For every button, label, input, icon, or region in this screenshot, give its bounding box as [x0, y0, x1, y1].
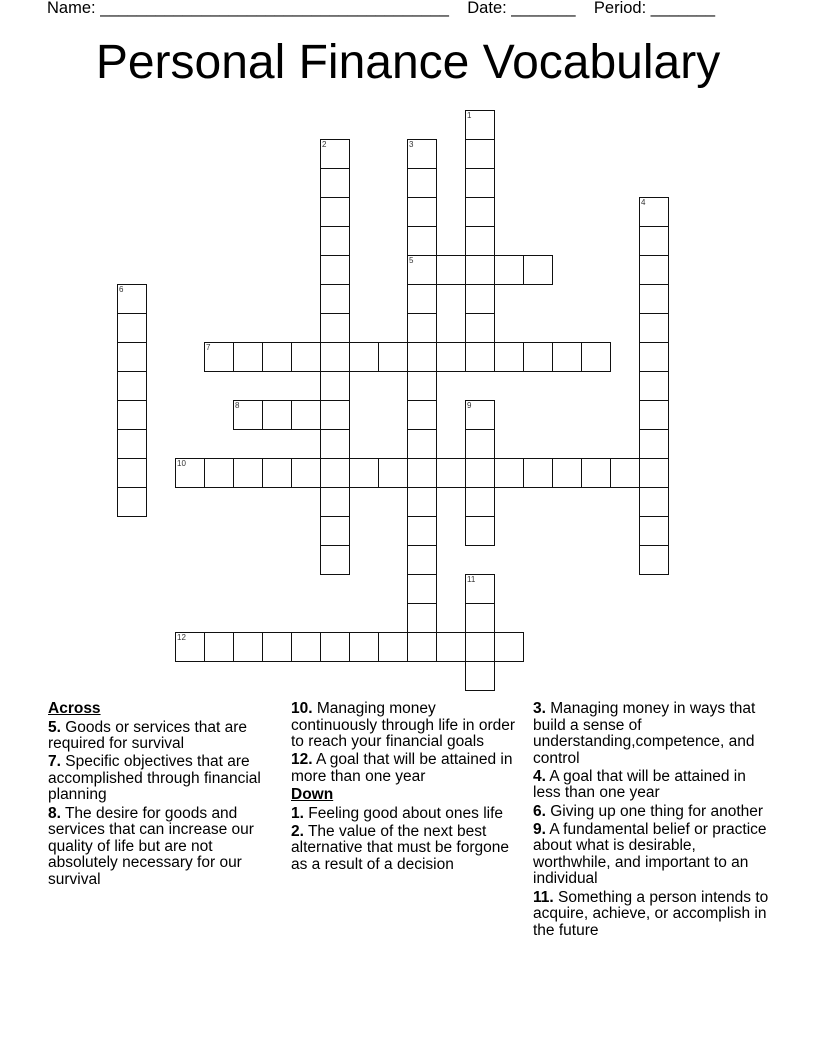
- name-blank[interactable]: ______________________________________: [100, 0, 449, 17]
- crossword-cell[interactable]: [378, 458, 408, 488]
- cell-number: 1: [467, 111, 472, 120]
- clue-down-4: [533, 769, 773, 802]
- cell-number: 5: [409, 256, 414, 265]
- crossword-cell[interactable]: [204, 458, 234, 488]
- crossword-cell[interactable]: [117, 313, 147, 343]
- clue-down-1: [291, 806, 526, 823]
- clue-across-5: [48, 720, 283, 753]
- crossword-cell[interactable]: [552, 458, 582, 488]
- crossword-cell[interactable]: [494, 458, 524, 488]
- crossword-cell[interactable]: [465, 458, 495, 488]
- cell-number: 4: [641, 198, 646, 207]
- period-label: Period:: [593, 0, 647, 17]
- date-blank[interactable]: _______: [511, 0, 576, 17]
- crossword-cell[interactable]: [320, 400, 350, 430]
- crossword-cell[interactable]: [465, 226, 495, 256]
- crossword-cell[interactable]: [436, 342, 466, 372]
- clue-across-7: [48, 754, 283, 804]
- crossword-cell[interactable]: [407, 197, 437, 227]
- clue-text: Feeling good about ones life: [308, 804, 504, 822]
- crossword-cell[interactable]: [117, 487, 147, 517]
- crossword-cell[interactable]: [175, 458, 205, 488]
- crossword-cell[interactable]: [639, 371, 669, 401]
- crossword-cell[interactable]: [494, 632, 524, 662]
- clue-across-8: [48, 806, 283, 889]
- crossword-cell[interactable]: [233, 632, 263, 662]
- crossword-cell[interactable]: [117, 429, 147, 459]
- crossword-cell[interactable]: [523, 255, 553, 285]
- clue-across-12: [291, 752, 526, 785]
- crossword-cell[interactable]: [407, 313, 437, 343]
- crossword-cell[interactable]: [291, 458, 321, 488]
- clue-down-6: [533, 804, 773, 821]
- crossword-cell[interactable]: [407, 429, 437, 459]
- crossword-cell[interactable]: [407, 400, 437, 430]
- crossword-cell[interactable]: [639, 487, 669, 517]
- crossword-cell[interactable]: [407, 284, 437, 314]
- crossword-cell[interactable]: [349, 458, 379, 488]
- cell-number: 2: [322, 140, 327, 149]
- date-label: Date:: [467, 0, 507, 17]
- clue-number: 8.: [48, 804, 61, 822]
- clue-number: 10.: [291, 700, 313, 717]
- clue-down-9: [533, 822, 773, 888]
- clue-number: 6.: [533, 802, 546, 820]
- crossword-cell[interactable]: [320, 429, 350, 459]
- cell-number: 12: [177, 633, 186, 642]
- crossword-cell[interactable]: [320, 487, 350, 517]
- crossword-cell[interactable]: [494, 255, 524, 285]
- crossword-cell[interactable]: [320, 255, 350, 285]
- crossword-cell[interactable]: [407, 371, 437, 401]
- crossword-cell[interactable]: [320, 226, 350, 256]
- crossword-cell[interactable]: [320, 342, 350, 372]
- crossword-cell[interactable]: [465, 139, 495, 169]
- clue-down-11: [533, 890, 773, 940]
- crossword-cell[interactable]: [349, 632, 379, 662]
- crossword-cell[interactable]: [320, 284, 350, 314]
- crossword-cell[interactable]: [465, 632, 495, 662]
- clue-text: A goal that will be attained in more than one year: [291, 751, 513, 785]
- clue-across-10: [291, 701, 526, 751]
- cell-number: 8: [235, 401, 240, 410]
- crossword-cell[interactable]: [233, 400, 263, 430]
- clue-text: The value of the next best alternative that must be forgone as a result of a decision: [291, 822, 509, 873]
- crossword-cell[interactable]: [407, 632, 437, 662]
- crossword-cell[interactable]: [465, 429, 495, 459]
- crossword-cell[interactable]: [639, 226, 669, 256]
- crossword-cell[interactable]: [639, 458, 669, 488]
- crossword-cell[interactable]: [320, 197, 350, 227]
- crossword-cell[interactable]: [204, 342, 234, 372]
- crossword-cell[interactable]: [291, 400, 321, 430]
- crossword-cell[interactable]: [523, 342, 553, 372]
- crossword-cell[interactable]: [378, 632, 408, 662]
- crossword-cell[interactable]: [407, 545, 437, 575]
- crossword-cell[interactable]: [262, 458, 292, 488]
- crossword-cell[interactable]: [465, 313, 495, 343]
- crossword-cell[interactable]: [407, 487, 437, 517]
- clue-text: A fundamental belief or practice about what is desirable, worthwhile, and important to an individual: [533, 820, 767, 888]
- crossword-cell[interactable]: [262, 400, 292, 430]
- crossword-cell[interactable]: [465, 661, 495, 691]
- crossword-cell[interactable]: [233, 458, 263, 488]
- crossword-cell[interactable]: [494, 342, 524, 372]
- crossword-cell[interactable]: [552, 342, 582, 372]
- crossword-cell[interactable]: [407, 226, 437, 256]
- clue-text: Specific objectives that are accomplished through financial planning: [48, 753, 261, 804]
- crossword-cell[interactable]: [378, 342, 408, 372]
- crossword-cell[interactable]: [320, 545, 350, 575]
- crossword-cell[interactable]: [465, 110, 495, 140]
- clues-column-1: [48, 701, 283, 890]
- crossword-cell[interactable]: [581, 342, 611, 372]
- crossword-cell[interactable]: [465, 168, 495, 198]
- crossword-cell[interactable]: [117, 400, 147, 430]
- crossword-cell[interactable]: [407, 168, 437, 198]
- down-heading: Down: [291, 785, 334, 803]
- clue-text: Something a person intends to acquire, achieve, or accomplish in the future: [533, 888, 769, 939]
- clue-number: 2.: [291, 822, 304, 840]
- crossword-cell[interactable]: [407, 516, 437, 546]
- clue-number: 12.: [291, 751, 313, 769]
- name-label: Name:: [47, 0, 96, 17]
- across-heading: Across: [48, 700, 101, 717]
- crossword-cell[interactable]: [262, 632, 292, 662]
- crossword-cell[interactable]: [639, 284, 669, 314]
- crossword-cell[interactable]: [465, 197, 495, 227]
- crossword-cell[interactable]: [639, 197, 669, 227]
- clue-text: The desire for goods and services that can increase our quality of life but are not absolutely necessary for our survival: [48, 804, 254, 888]
- crossword-cell[interactable]: [117, 284, 147, 314]
- crossword-cell[interactable]: [320, 313, 350, 343]
- crossword-cell[interactable]: [320, 139, 350, 169]
- crossword-cell[interactable]: [407, 458, 437, 488]
- cell-number: 9: [467, 401, 472, 410]
- clue-number: 7.: [48, 753, 61, 771]
- crossword-cell[interactable]: [523, 458, 553, 488]
- crossword-cell[interactable]: [407, 342, 437, 372]
- crossword-cell[interactable]: [407, 255, 437, 285]
- crossword-cell[interactable]: [465, 400, 495, 430]
- crossword-cell[interactable]: [320, 371, 350, 401]
- crossword-cell[interactable]: [465, 516, 495, 546]
- crossword-cell[interactable]: [262, 342, 292, 372]
- crossword-cell[interactable]: [639, 516, 669, 546]
- cell-number: 10: [177, 459, 186, 468]
- crossword-cell[interactable]: [639, 429, 669, 459]
- crossword-cell[interactable]: [320, 458, 350, 488]
- clue-text: A goal that will be attained in less than one year: [533, 767, 746, 802]
- crossword-cell[interactable]: [465, 574, 495, 604]
- crossword-cell[interactable]: [117, 371, 147, 401]
- crossword-cell[interactable]: [117, 458, 147, 488]
- period-blank[interactable]: _______: [650, 0, 716, 17]
- crossword-cell[interactable]: [320, 168, 350, 198]
- crossword-cell[interactable]: [204, 632, 234, 662]
- crossword-cell[interactable]: [610, 458, 640, 488]
- crossword-cell[interactable]: [465, 342, 495, 372]
- crossword-cell[interactable]: [639, 313, 669, 343]
- clues-column-2: [291, 701, 526, 875]
- crossword-cell[interactable]: [117, 342, 147, 372]
- clue-number: 4.: [533, 767, 546, 785]
- crossword-cell[interactable]: [407, 574, 437, 604]
- clue-text: Managing money in ways that build a sense of understanding,competence, and control: [533, 700, 756, 767]
- clue-text: Giving up one thing for another: [550, 802, 764, 820]
- crossword-cell[interactable]: [465, 284, 495, 314]
- crossword-cell[interactable]: [639, 400, 669, 430]
- crossword-cell[interactable]: [320, 632, 350, 662]
- cell-number: 6: [119, 285, 124, 294]
- cell-number: 11: [467, 575, 476, 584]
- crossword-cell[interactable]: [291, 342, 321, 372]
- crossword-cell[interactable]: [407, 139, 437, 169]
- cell-number: 3: [409, 140, 414, 149]
- crossword-cell[interactable]: [436, 255, 466, 285]
- clue-number: 9.: [533, 820, 546, 838]
- page-title: Personal Finance Vocabulary: [95, 36, 721, 89]
- crossword-cell[interactable]: [407, 603, 437, 633]
- crossword-cell[interactable]: [320, 516, 350, 546]
- clue-number: 1.: [291, 804, 304, 822]
- crossword-cell[interactable]: [291, 632, 321, 662]
- crossword-cell[interactable]: [465, 603, 495, 633]
- clues-column-3: [533, 701, 773, 941]
- clue-number: 5.: [48, 718, 61, 736]
- clue-number: 3.: [533, 700, 546, 717]
- cell-number: 7: [206, 343, 211, 352]
- clue-number: 11.: [533, 888, 554, 906]
- crossword-cell[interactable]: [436, 632, 466, 662]
- crossword-cell[interactable]: [465, 255, 495, 285]
- clue-text: Goods or services that are required for survival: [48, 718, 248, 753]
- crossword-cell[interactable]: [581, 458, 611, 488]
- crossword-cell[interactable]: [233, 342, 263, 372]
- clue-down-2: [291, 824, 526, 874]
- crossword-cell[interactable]: [639, 255, 669, 285]
- crossword-cell[interactable]: [349, 342, 379, 372]
- crossword-cell[interactable]: [436, 458, 466, 488]
- crossword-cell[interactable]: [175, 632, 205, 662]
- clue-down-3: [533, 701, 773, 767]
- crossword-cell[interactable]: [639, 545, 669, 575]
- crossword-cell[interactable]: [639, 342, 669, 372]
- crossword-cell[interactable]: [465, 487, 495, 517]
- clue-text: Managing money continuously through life in order to reach your financial goals: [291, 700, 516, 751]
